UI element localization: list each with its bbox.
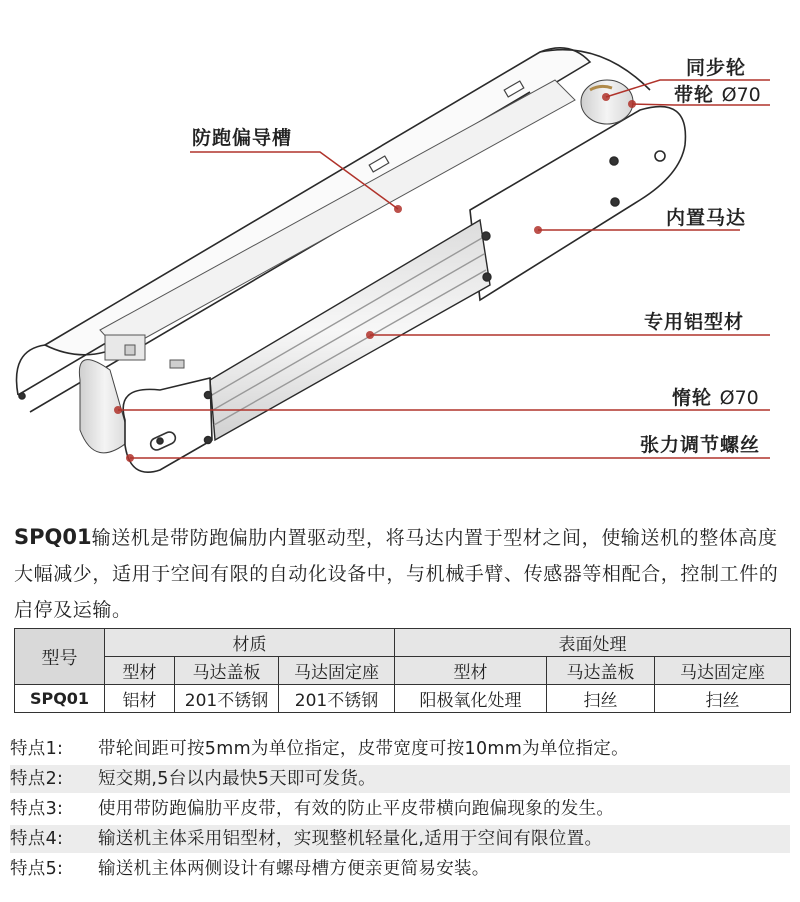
table-header-surface: 表面处理 [395,629,791,657]
callout-tension-screw-text: 张力调节螺丝 [640,434,761,456]
feature-text: 短交期,5台以内最快5天即可发货。 [98,769,376,789]
callout-idler-size: Ø70 [719,387,759,409]
table-cell: 扫丝 [655,685,791,713]
product-intro [14,519,790,628]
table-header-model: 型号 [15,629,105,685]
intro-text: 输送机是带防跑偏肋内置驱动型，将马达内置于型材之间，使输送机的整体高度大幅减少，适用于空间有限的自动化设备中，与机械手臂、传感器等相配合，控制工件的启停及运输。 [14,527,779,621]
feature-item-2 [10,765,790,793]
feature-item-3 [10,795,790,823]
callout-built-in-motor-text: 内置马达 [666,207,747,229]
table-cell: 铝材 [105,685,175,713]
feature-item-5 [10,855,790,883]
feature-text: 带轮间距可按5mm为单位指定，皮带宽度可按10mm为单位指定。 [98,739,629,759]
callout-special-aluminum [644,310,744,334]
table-subheader: 马达盖板 [175,657,279,685]
table-cell-model: SPQ01 [15,685,105,713]
feature-item-4 [10,825,790,853]
table-cell: 201不锈钢 [279,685,395,713]
callout-belt-wheel-size: Ø70 [721,84,761,106]
table-cell: 阳极氧化处理 [395,685,547,713]
intro-model: SPQ01 [14,525,92,549]
callout-idler [672,386,759,410]
feature-label: 特点4: [10,829,64,849]
feature-label: 特点1: [10,739,64,759]
callout-sync-wheel-text: 同步轮 [686,57,747,79]
callout-anti-deviation-groove-text: 防跑偏导槽 [192,127,293,149]
table-subheader: 型材 [105,657,175,685]
callout-belt-wheel-text: 带轮 [674,84,715,106]
table-subheader: 型材 [395,657,547,685]
feature-text: 使用带防跑偏肋平皮带，有效的防止平皮带横向跑偏现象的发生。 [98,799,615,819]
callout-tension-screw [640,433,760,457]
callout-built-in-motor [666,206,746,230]
callout-anti-deviation-groove [192,126,292,150]
table-cell: 扫丝 [547,685,655,713]
feature-text: 输送机主体两侧设计有螺母槽方便亲更简易安装。 [98,859,490,879]
feature-item-1 [10,735,790,763]
idler-roller [79,360,130,453]
feature-label: 特点2: [10,769,64,789]
table-cell: 201不锈钢 [175,685,279,713]
feature-text: 输送机主体采用铝型材，实现整机轻量化,适用于空间有限位置。 [98,829,603,849]
table-header-material: 材质 [105,629,395,657]
table-subheader: 马达固定座 [279,657,395,685]
table-subheader: 马达盖板 [547,657,655,685]
callout-belt-wheel [674,83,761,107]
callout-special-aluminum-text: 专用铝型材 [644,311,745,333]
feature-label: 特点3: [10,799,64,819]
table-subheader: 马达固定座 [655,657,791,685]
sync-wheel [581,80,633,124]
spec-table [14,628,791,713]
callout-idler-text: 惰轮 [672,387,713,409]
table-row [15,685,791,713]
callout-sync-wheel [686,56,746,80]
feature-label: 特点5: [10,859,64,879]
